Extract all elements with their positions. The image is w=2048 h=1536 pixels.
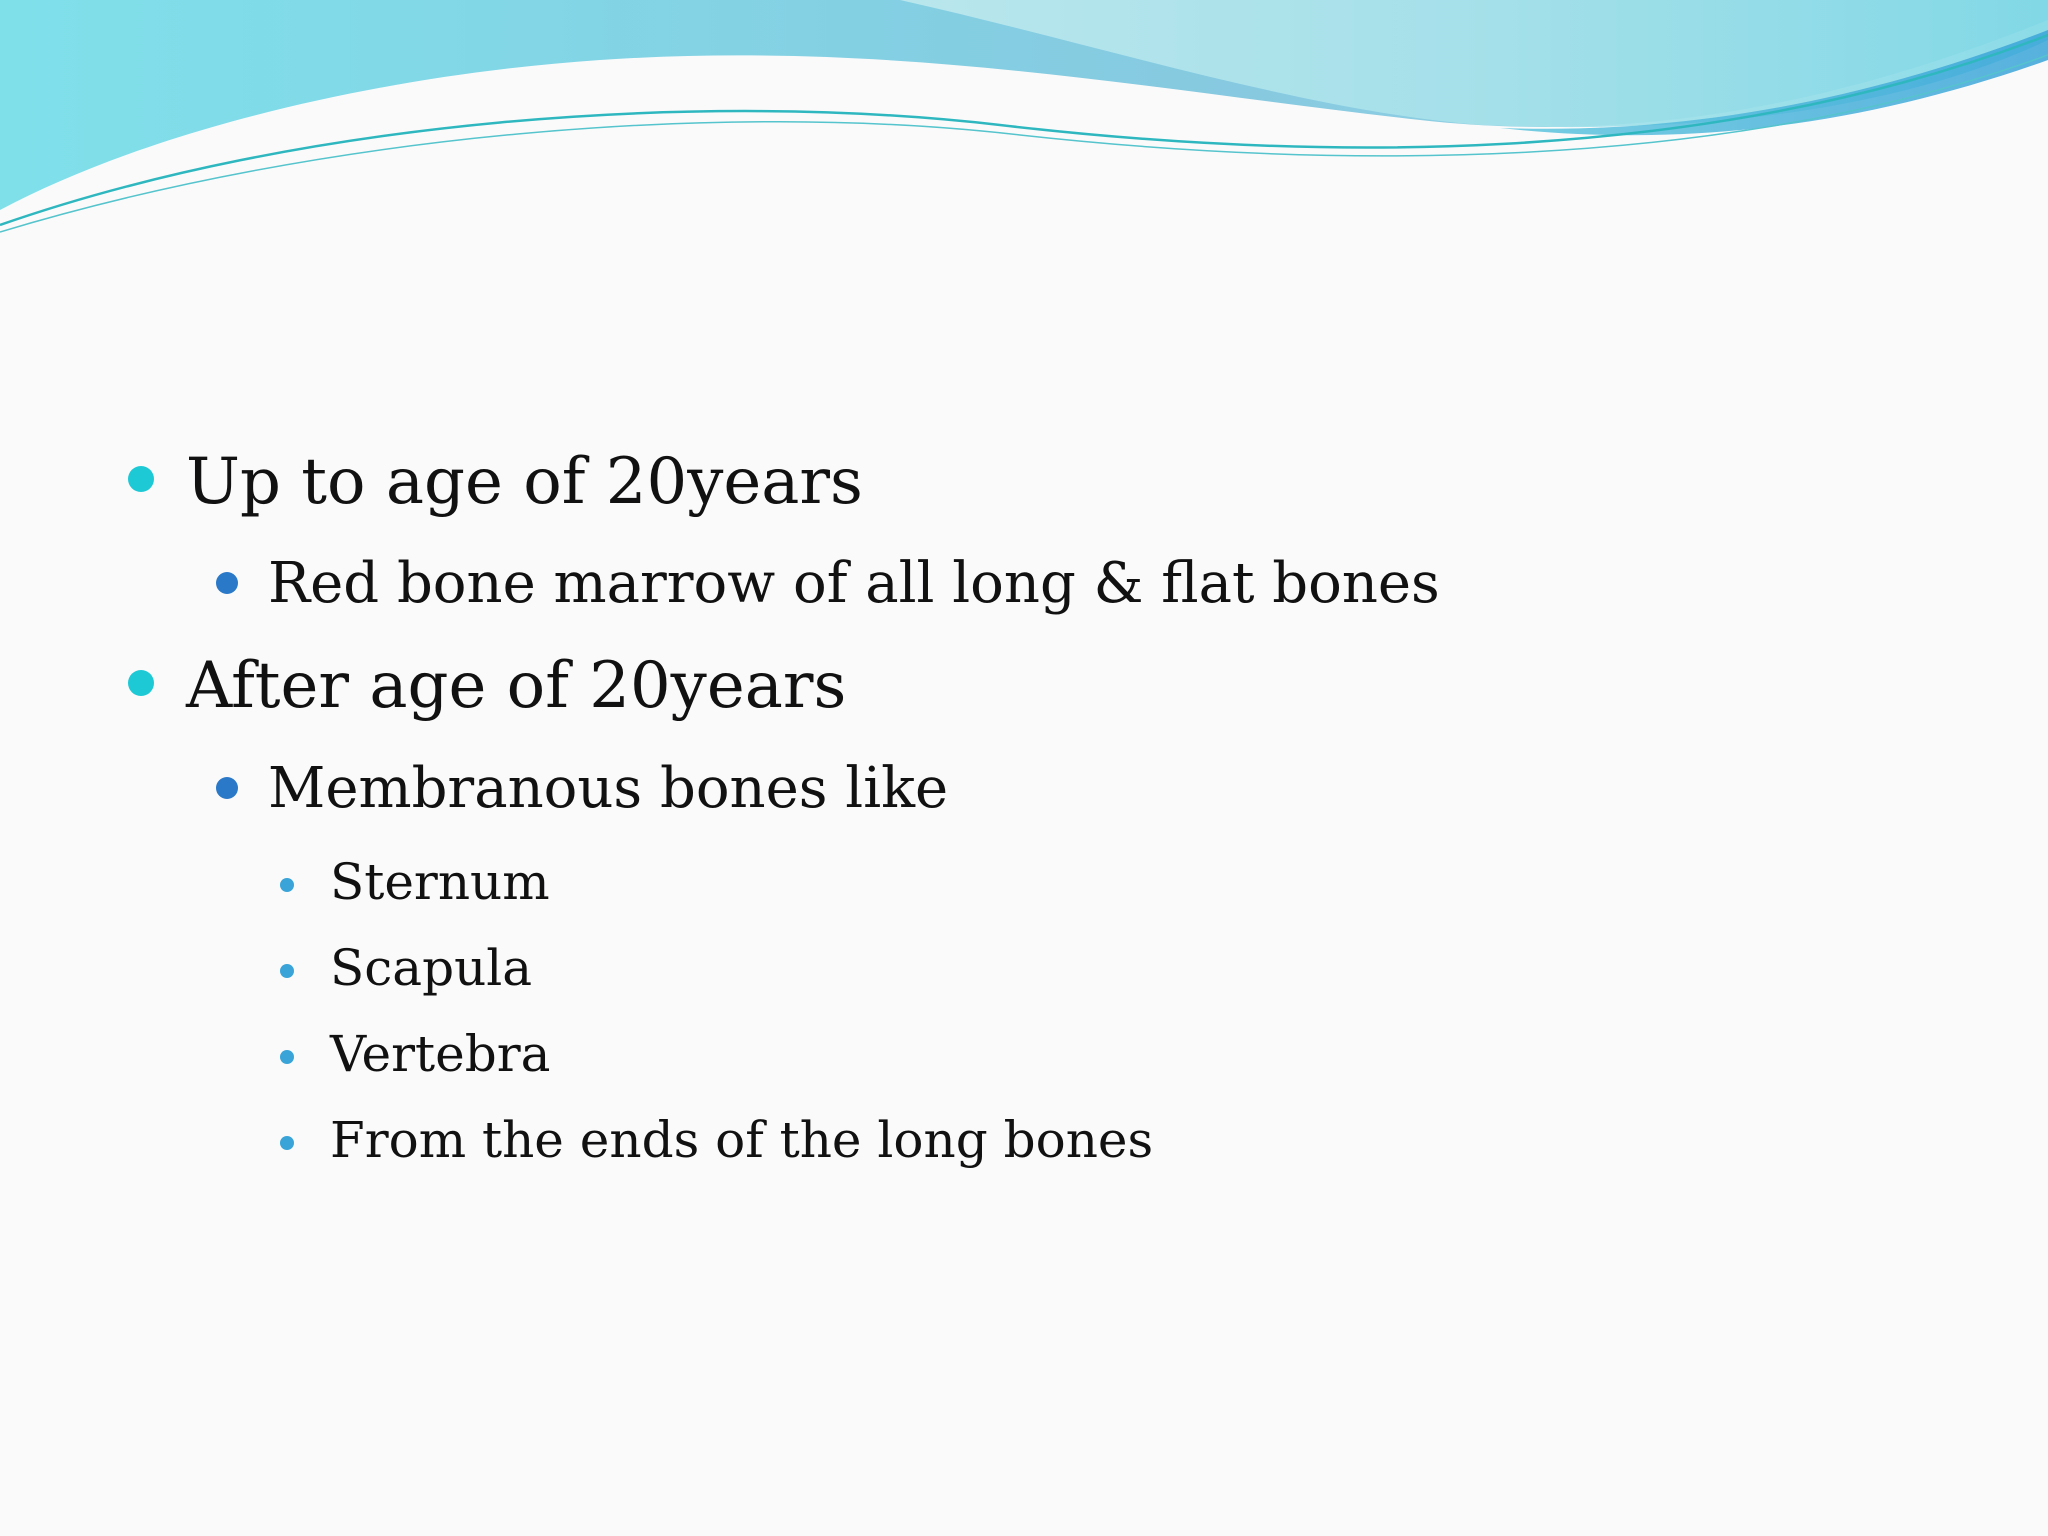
bullet-text: Sternum — [330, 853, 550, 911]
bullet-dot-icon — [280, 1050, 294, 1064]
bullet-dot-icon — [216, 572, 238, 594]
sub-sub-bullet-item — [330, 1024, 550, 1084]
sub-sub-bullet-item — [330, 938, 532, 998]
sub-bullet-item — [268, 755, 948, 822]
bullet-text: After age of 20years — [186, 649, 847, 723]
bullet-dot-icon — [280, 1136, 294, 1150]
bullet-text: Scapula — [330, 939, 533, 997]
bullet-item — [186, 444, 863, 521]
bullet-text: From the ends of the long bones — [330, 1111, 1154, 1169]
bullet-dot-icon — [280, 964, 294, 978]
sub-bullet-item — [268, 550, 1440, 617]
bullet-text: Up to age of 20years — [186, 445, 863, 519]
sub-sub-bullet-item — [330, 1110, 1153, 1170]
bullet-dot-icon — [216, 777, 238, 799]
bullet-item — [186, 648, 846, 725]
bullet-dot-icon — [128, 466, 154, 492]
bullet-text: Red bone marrow of all long & flat bones — [268, 551, 1440, 616]
sub-sub-bullet-item — [330, 852, 550, 912]
bullet-text: Membranous bones like — [268, 756, 949, 821]
bullet-text: Vertebra — [330, 1025, 551, 1083]
bullet-dot-icon — [128, 670, 154, 696]
bullet-dot-icon — [280, 878, 294, 892]
